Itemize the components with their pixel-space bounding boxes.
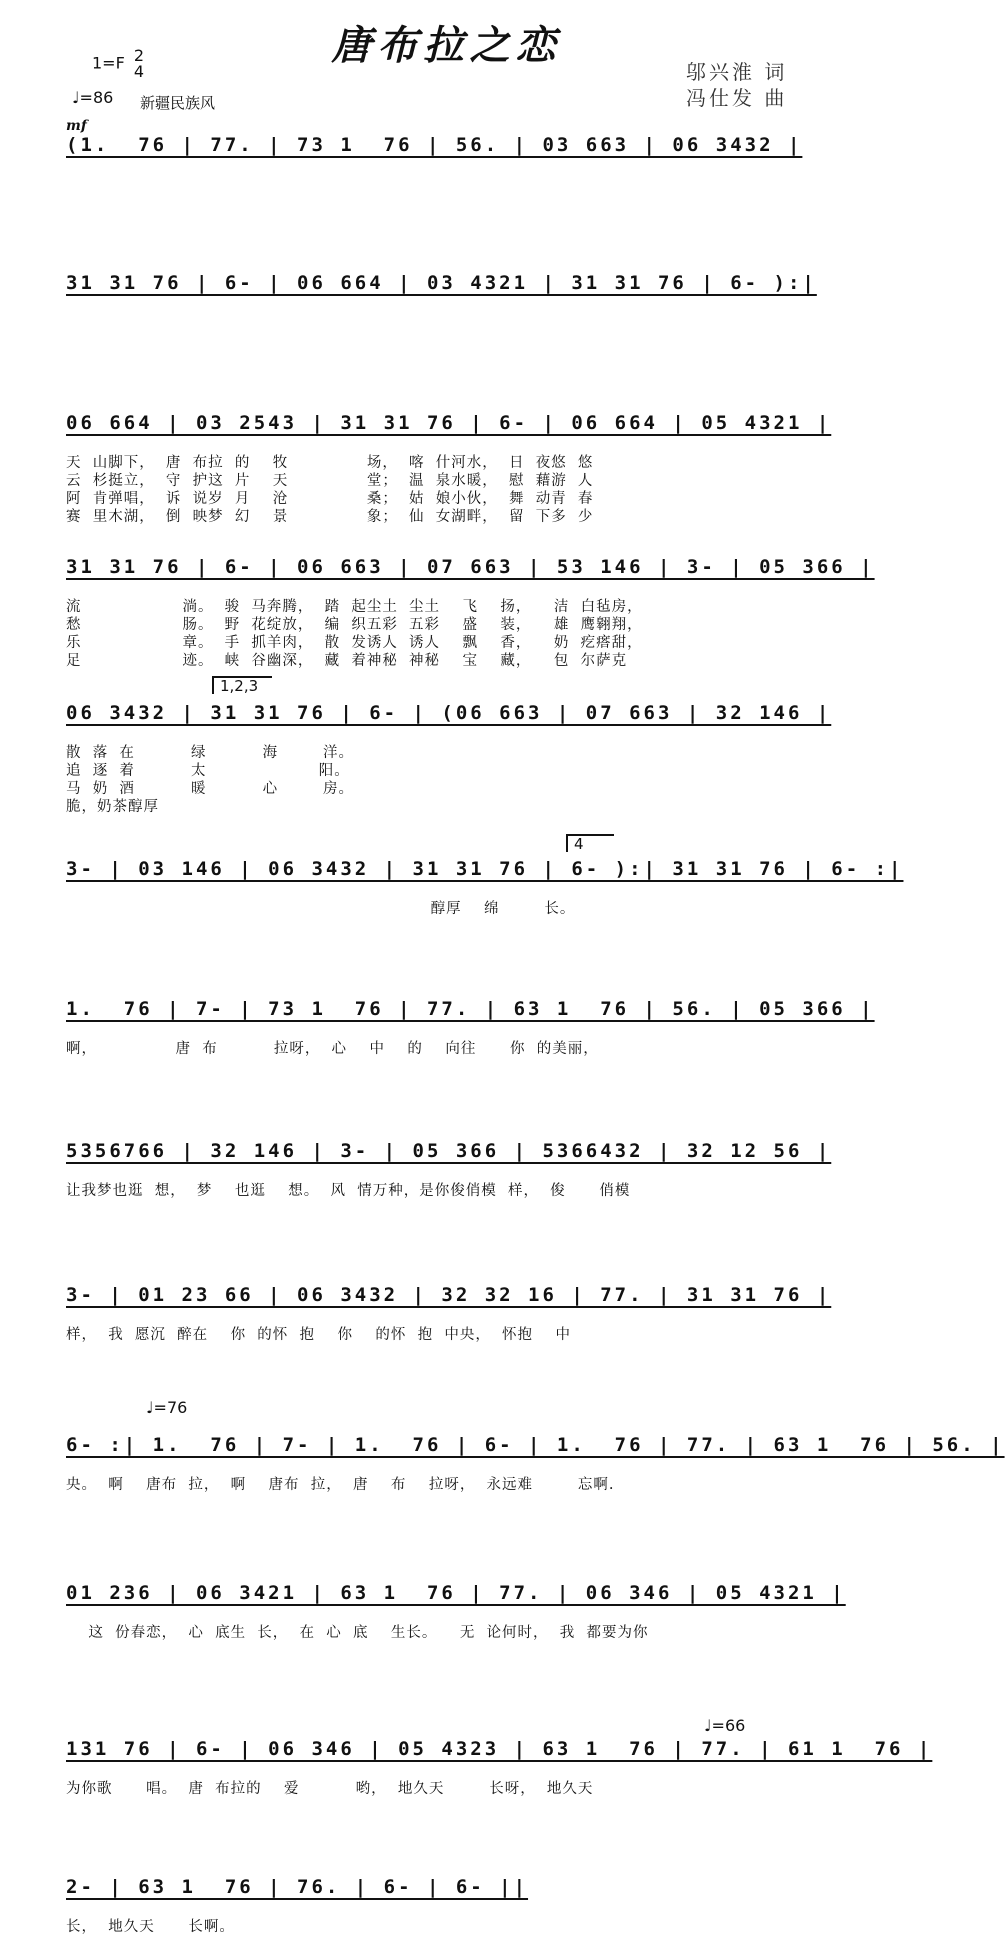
time-signature — [134, 48, 144, 80]
lyric-line: 醇厚 绵 长。 — [66, 901, 576, 917]
score-system-6 — [66, 858, 904, 918]
style-label: 新疆民族风 — [140, 94, 216, 112]
key-label: 1=F — [92, 53, 125, 73]
notation-line: 5356766 | 32 146 | 3- | 05 366 | 5366432 | 32 12 56 | — [66, 1140, 832, 1162]
notation-line: (1. 76 | 77. | 73 1 76 | 56. | 03 663 | 06 3432 | — [66, 134, 803, 156]
notation-line: 06 3432 | 31 31 76 | 6- | (06 663 | 07 663 | 32 146 | — [66, 702, 832, 724]
dynamic-marking: mf — [66, 118, 87, 134]
notation-line: 6- :| 1. 76 | 7- | 1. 76 | 6- | 1. 76 | 77. | 63 1 76 | 56. | — [66, 1434, 1005, 1456]
lyric-line: 这 份春恋， 心 底生 长， 在 心 底 生长。 无 论何时， 我 都要为你 — [66, 1625, 649, 1641]
volta-bracket-1: 1,2,3 — [212, 676, 272, 694]
score-system-10 — [66, 1434, 1005, 1494]
score-system-12 — [66, 1738, 933, 1798]
score-system-4 — [66, 556, 875, 670]
lyric-line: 让我梦也逛 想， 梦 也逛 想。 风 情万种，是你俊俏模 样， 俊 俏模 — [66, 1183, 631, 1199]
lyric-line: 赛 里木湖， 倒 映梦 幻 景 象； 仙 女湖畔， 留 下多 少 — [66, 509, 594, 525]
lyricist-credit: 邬兴淮 词 — [686, 60, 788, 84]
notation-line: 01 236 | 06 3421 | 63 1 76 | 77. | 06 346 | 05 4321 | — [66, 1582, 846, 1604]
lyric-line: 云 杉挺立， 守 护这 片 天 堂； 温 泉水暖， 慰 藉游 人 — [66, 473, 594, 489]
notation-line: 06 664 | 03 2543 | 31 31 76 | 6- | 06 664 | 05 4321 | — [66, 412, 832, 434]
time-top: 2 — [133, 46, 145, 65]
lyric-line: 追 逐 着 太 阳。 — [66, 763, 350, 779]
score-system-3 — [66, 412, 832, 526]
tempo-marking: ♩=86 — [72, 88, 114, 107]
score-system-9 — [66, 1284, 832, 1344]
composer-credit: 冯仕发 曲 — [686, 86, 788, 110]
lyric-line: 阿 肯弹唱， 诉 说岁 月 沧 桑； 姑 娘小伙， 舞 动青 春 — [66, 491, 594, 507]
lyric-line: 散 落 在 绿 海 洋。 — [66, 745, 354, 761]
score-system-7 — [66, 998, 875, 1058]
lyric-line: 央。 啊 唐布 拉， 啊 唐布 拉， 唐 布 拉呀， 永远难 忘啊. — [66, 1477, 615, 1493]
lyric-line: 啊， 唐 布 拉呀， 心 中 的 向往 你 的美丽， — [66, 1041, 599, 1057]
score-system-5 — [66, 702, 832, 816]
lyric-line: 乐 章。 手 抓羊肉， 散 发诱人 诱人 飘 香， 奶 疙瘩甜， — [66, 635, 643, 651]
time-bottom: 4 — [133, 62, 145, 81]
score-system-8 — [66, 1140, 832, 1200]
lyric-line: 为你歌 唱。 唐 布拉的 爱 哟， 地久天 长呀， 地久天 — [66, 1781, 594, 1797]
lyric-line: 脆，奶茶醇厚 — [66, 799, 159, 815]
score-system-11 — [66, 1582, 846, 1642]
notation-line: 31 31 76 | 6- | 06 664 | 03 4321 | 31 31 76 | 6- ):| — [66, 272, 817, 294]
notation-line: 3- | 03 146 | 06 3432 | 31 31 76 | 6- ):| 31 31 76 | 6- :| — [66, 858, 904, 880]
volta-bracket-2: 4 — [566, 834, 614, 852]
notation-line: 31 31 76 | 6- | 06 663 | 07 663 | 53 146 | 3- | 05 366 | — [66, 556, 875, 578]
score-system-2 — [66, 272, 817, 308]
lyric-line: 愁 肠。 野 花绽放， 编 织五彩 五彩 盛 装， 雄 鹰翱翔， — [66, 617, 643, 633]
score-system-13 — [66, 1876, 808, 1936]
tempo-change-marking: ♩=76 — [146, 1398, 188, 1417]
lyric-line: 长， 地久天 长啊。 — [66, 1919, 235, 1935]
notation-line: 1. 76 | 7- | 73 1 76 | 77. | 63 1 76 | 56. | 05 366 | — [66, 998, 875, 1020]
tempo-change-marking: ♩=66 — [704, 1716, 746, 1735]
lyric-line: 样， 我 愿沉 醉在 你 的怀 抱 你 的怀 抱 中央， 怀抱 中 — [66, 1327, 571, 1343]
key-signature — [92, 48, 144, 80]
lyric-line: 足 迹。 峡 谷幽深， 藏 着神秘 神秘 宝 藏， 包 尔萨克 — [66, 653, 628, 669]
lyric-line: 流 淌。 骏 马奔腾， 踏 起尘土 尘土 飞 扬， 洁 白毡房， — [66, 599, 643, 615]
song-title: 唐布拉之恋 — [331, 22, 562, 69]
score-system-1 — [66, 134, 808, 170]
notation-line: 131 76 | 6- | 06 346 | 05 4323 | 63 1 76 | 77. | 61 1 76 | — [66, 1738, 933, 1760]
lyric-line: 天 山脚下， 唐 布拉 的 牧 场， 喀 什河水， 日 夜悠 悠 — [66, 455, 594, 471]
lyric-line: 马 奶 酒 暖 心 房。 — [66, 781, 354, 797]
notation-line: 3- | 01 23 66 | 06 3432 | 32 32 16 | 77. | 31 31 76 | — [66, 1284, 832, 1306]
notation-line: 2- | 63 1 76 | 76. | 6- | 6- || — [66, 1876, 529, 1898]
